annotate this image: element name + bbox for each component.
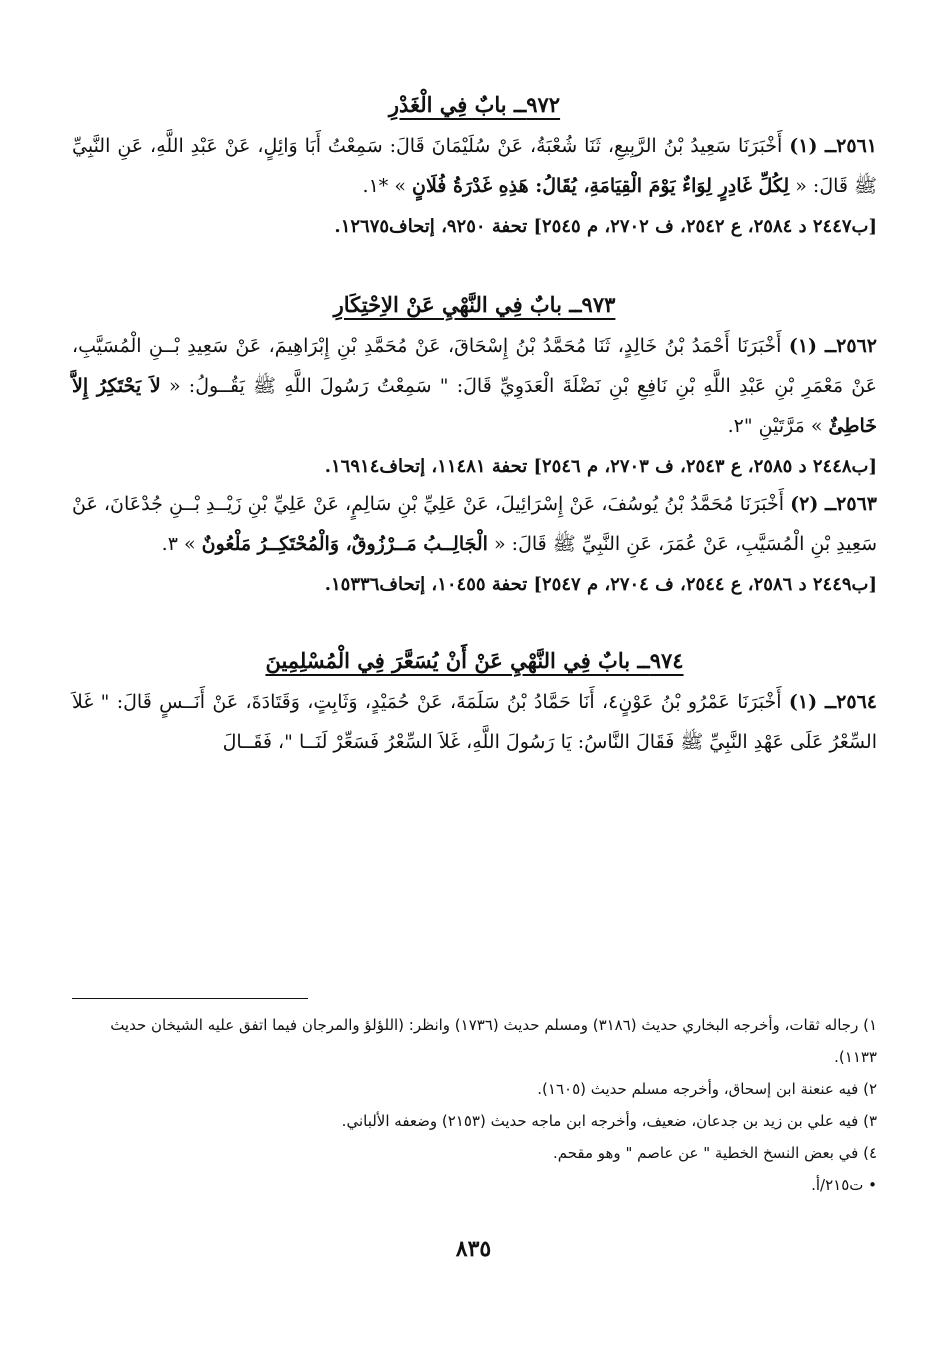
hadith-matn: الْجَالِــبُ مَــرْزُوقٌ، وَالْمُحْتَكِــرُ مَلْعُونٌ	[201, 533, 488, 555]
footnotes	[72, 998, 877, 1201]
hadith-text: أَخْبَرَنَا عَمْرُو بْنُ عَوْنٍ٤، أَنَا حَمَّادُ بْنُ سَلَمَةَ، عَنْ حُمَيْدٍ، وَثَابِتٍ، وَقَتَادَةَ، عَنْ أَنَــسٍ قَالَ: " غَلاَ السِّعْرُ عَلَى عَهْدِ النَّبِيِّ ﷺ فَقَالَ النَّاسُ: يَا رَسُولَ اللَّهِ، غَلاَ السِّعْرُ فَسَعِّرْ لَنَــا "، فَقَــالَ	[72, 691, 877, 753]
hadith-number: ٢٥٦٢ــ (١)	[788, 335, 877, 357]
hadith-number: ٢٥٦١ــ (١)	[789, 135, 877, 157]
hadith-end: » *١.	[362, 175, 406, 197]
hadith-end: » مَرَّتَيْنِ "٢.	[727, 415, 823, 437]
hadith-paragraph	[72, 326, 877, 446]
footnote: ٢) فيه عنعنة ابن إسحاق، وأخرجه مسلم حديث (١٦٠٥).	[537, 1080, 877, 1098]
main-text	[72, 90, 877, 762]
hadith-matn: لِكُلِّ غَادِرٍ لِوَاءٌ يَوْمَ الْقِيَامَةِ، يُقَالُ: هَذِهِ غَدْرَةُ فُلَانٍ	[412, 175, 790, 197]
hadith-paragraph	[72, 126, 877, 206]
hadith-paragraph	[72, 484, 877, 564]
footnote-divider	[72, 998, 308, 999]
footnote: ٣) فيه علي بن زيد بن جدعان، ضعيف، وأخرجه ابن ماجه حديث (٢١٥٣) وضعفه الألباني.	[341, 1112, 877, 1130]
hadith-matn: لاَ يَحْتَكِرُ إِلاَّ خَاطِئٌ	[72, 375, 877, 437]
footnote: • ت٢١٥/أ.	[811, 1176, 877, 1194]
hadith-number: ٢٥٦٤ــ (١)	[788, 691, 877, 713]
hadith-end: » ٣.	[161, 533, 196, 555]
hadith-text: أَخْبَرَنَا مُحَمَّدُ بْنُ يُوسُفَ، عَنْ إِسْرَائِيلَ، عَنْ عَلِيِّ بْنِ سَالِمٍ، عَنْ عَلِيِّ بْنِ زَيْــدِ بْــنِ جُدْعَانَ، عَنْ سَعِيدِ بْنِ الْمُسَيَّبِ، عَنْ عُمَرَ، عَنِ النَّبِيِّ ﷺ قَالَ: «	[72, 493, 877, 555]
footnote: ١) رجاله ثقات، وأخرجه البخاري حديث (٣١٨٦) ومسلم حديث (١٧٣٦) وانظر: (اللؤلؤ والمرجان فيما اتفق عليه الشيخان حديث ١١٣٣).	[110, 1016, 877, 1066]
section-title: ٩٧٤ــ بابٌ فِي النَّهْيِ عَنْ أَنْ يُسَعَّرَ فِي الْمُسْلِمِينَ	[265, 648, 684, 673]
section-title: ٩٧٣ــ بابٌ فِي النَّهْيِ عَنْ الاِحْتِكَارِ	[333, 292, 616, 317]
footnote: ٤) في بعض النسخ الخطية " عن عاصم " وهو مقحم.	[552, 1144, 877, 1162]
hadith-reference: [ب٢٤٤٧ د ٢٥٨٤، ع ٢٥٤٢، ف ٢٧٠٢، م ٢٥٤٥] تحفة ٩٢٥٠، إتحاف١٢٦٧٥.	[334, 216, 877, 237]
hadith-text: أَخْبَرَنَا أَحْمَدُ بْنُ خَالِدٍ، ثَنَا مُحَمَّدُ بْنُ إِسْحَاقَ، عَنْ مُحَمَّدِ بْنِ إِبْرَاهِيمَ، عَنْ سَعِيدِ بْــنِ الْمُسَيَّبِ، عَنْ مَعْمَرِ بْنِ عَبْدِ اللَّهِ بْنِ نَافِعِ بْنِ نَضْلَةَ الْعَدَوِيِّ قَالَ: " سَمِعْتُ رَسُولَ اللَّهِ ﷺ يَقُــولُ: «	[72, 335, 877, 397]
hadith-reference: [ب٢٤٤٩ د ٢٥٨٦، ع ٢٥٤٤، ف ٢٧٠٤، م ٢٥٤٧] تحفة ١٠٤٥٥، إتحاف١٥٣٣٦.	[324, 574, 877, 595]
hadith-reference: [ب٢٤٤٨ د ٢٥٨٥، ع ٢٥٤٣، ف ٢٧٠٣، م ٢٥٤٦] تحفة ١١٤٨١، إتحاف١٦٩١٤.	[324, 456, 877, 477]
hadith-paragraph	[72, 682, 877, 762]
section-title: ٩٧٢ــ بابٌ فِي الْغَدْرِ	[388, 92, 561, 117]
hadith-text: أَخْبَرَنَا سَعِيدُ بْنُ الرَّبِيعِ، ثَنَا شُعْبَةُ، عَنْ سُلَيْمَانَ قَالَ: سَمِعْتُ أَبَا وَائِلٍ، عَنْ عَبْدِ اللَّهِ، عَنِ النَّبِيِّ ﷺ قَالَ: «	[72, 135, 877, 197]
hadith-number: ٢٥٦٣ــ (٢)	[790, 493, 877, 515]
page-number: ٨٣٥	[455, 1236, 492, 1262]
